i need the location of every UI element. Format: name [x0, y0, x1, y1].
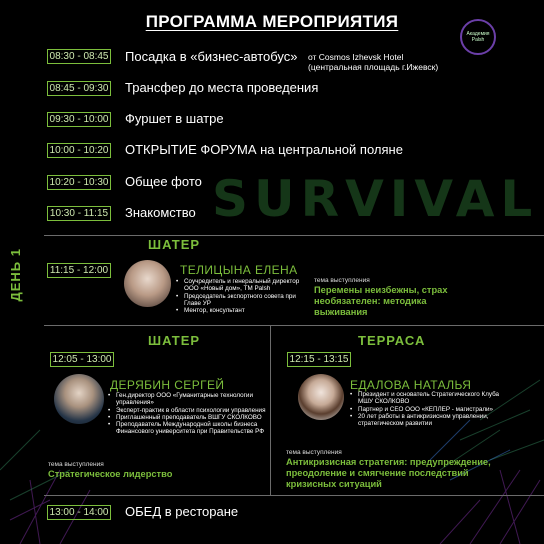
time-badge: 12:15 - 13:15 [287, 352, 351, 367]
schedule-item-note: (центральная площадь г.Ижевск) [308, 62, 439, 72]
day-label: ДЕНЬ 1 [8, 248, 23, 302]
speaker-photo [54, 374, 104, 424]
topic-label: тема выступления [314, 277, 370, 284]
time-badge: 10:20 - 10:30 [47, 175, 111, 190]
logo-line1: Академия [466, 31, 490, 37]
speaker-bio [108, 392, 268, 436]
divider [44, 235, 544, 236]
schedule-item-note: от Cosmos Izhevsk Hotel [308, 52, 404, 62]
speaker-photo [298, 374, 344, 420]
speaker-name: ЕДАЛОВА НАТАЛЬЯ [350, 378, 472, 392]
bio-item: • Председатель экспортного совета при Главе УР [176, 293, 311, 308]
bio-item: • Приглашенный преподаватель ВШГУ СКОЛКОВО [108, 414, 268, 421]
page-title: ПРОГРАММА МЕРОПРИЯТИЯ [145, 12, 399, 31]
speaker-bio [350, 391, 510, 427]
section-title: ШАТЕР [148, 237, 201, 252]
bio-item: • 20 лет работы в антикризисном управлении, стратегическом развитии [350, 413, 510, 428]
time-badge: 13:00 - 14:00 [47, 505, 111, 520]
schedule-item-text: ОБЕД в ресторане [125, 504, 239, 519]
talk-topic: Стратегическое лидерство [48, 469, 173, 479]
speaker-name: ТЕЛИЦЫНА ЕЛЕНА [180, 263, 298, 277]
schedule-item-text: Посадка в «бизнес-автобус» [125, 49, 298, 64]
talk-topic: Антикризисная стратегия: предупреждение, преодоление и смягчение последствий кризисных ситуаций [286, 457, 491, 489]
time-badge: 10:00 - 10:20 [47, 143, 111, 158]
divider [270, 325, 271, 495]
time-badge: 11:15 - 12:00 [47, 263, 111, 278]
time-badge: 09:30 - 10:00 [47, 112, 111, 127]
topic-label: тема выступления [48, 461, 104, 468]
divider [44, 325, 544, 326]
time-badge: 08:30 - 08:45 [47, 49, 111, 64]
bio-item: • Ген.директор ООО «Гуманитарные технологии управления» [108, 392, 268, 407]
time-badge: 08:45 - 09:30 [47, 81, 111, 96]
talk-topic: Перемены неизбежны, страх необязателен: методика выживания [314, 285, 448, 317]
time-badge: 12:05 - 13:00 [50, 352, 114, 367]
schedule-item-text: Фуршет в шатре [125, 111, 224, 126]
schedule-item-text: Общее фото [125, 174, 202, 189]
bio-item: • Эксперт-практик в области психологии управления [108, 407, 268, 414]
topic-label: тема выступления [286, 449, 342, 456]
bio-item: • Преподаватель Международной школы бизнеса Финансового университета при Правительстве РФ [108, 421, 268, 436]
bio-item: • Ментор, консультант [176, 307, 311, 314]
section-title: ШАТЕР [148, 333, 201, 348]
bio-item: • Президент и основатель Стратегического Клуба МШУ СКОЛКОВО [350, 391, 510, 406]
schedule-item-text: Трансфер до места проведения [125, 80, 319, 95]
schedule-item-text: Знакомство [125, 205, 196, 220]
survival-watermark: SURVIVAL [212, 170, 539, 228]
schedule-item-text: ОТКРЫТИЕ ФОРУМА на центральной поляне [125, 142, 403, 157]
bio-item: • Партнер и CEO ООО «КЕПЛЕР - магистрали» [350, 406, 510, 413]
academy-logo [460, 19, 496, 55]
speaker-photo [124, 260, 171, 307]
time-badge: 10:30 - 11:15 [47, 206, 111, 221]
speaker-name: ДЕРЯБИН СЕРГЕЙ [110, 378, 225, 392]
divider [44, 495, 544, 496]
logo-line2: Palsh [471, 37, 485, 43]
speaker-bio [176, 278, 311, 314]
section-title: ТЕРРАСА [358, 333, 426, 348]
bio-item: • Соучредитель и генеральный директор ООО «Новый дом», TM Palsh [176, 278, 311, 293]
